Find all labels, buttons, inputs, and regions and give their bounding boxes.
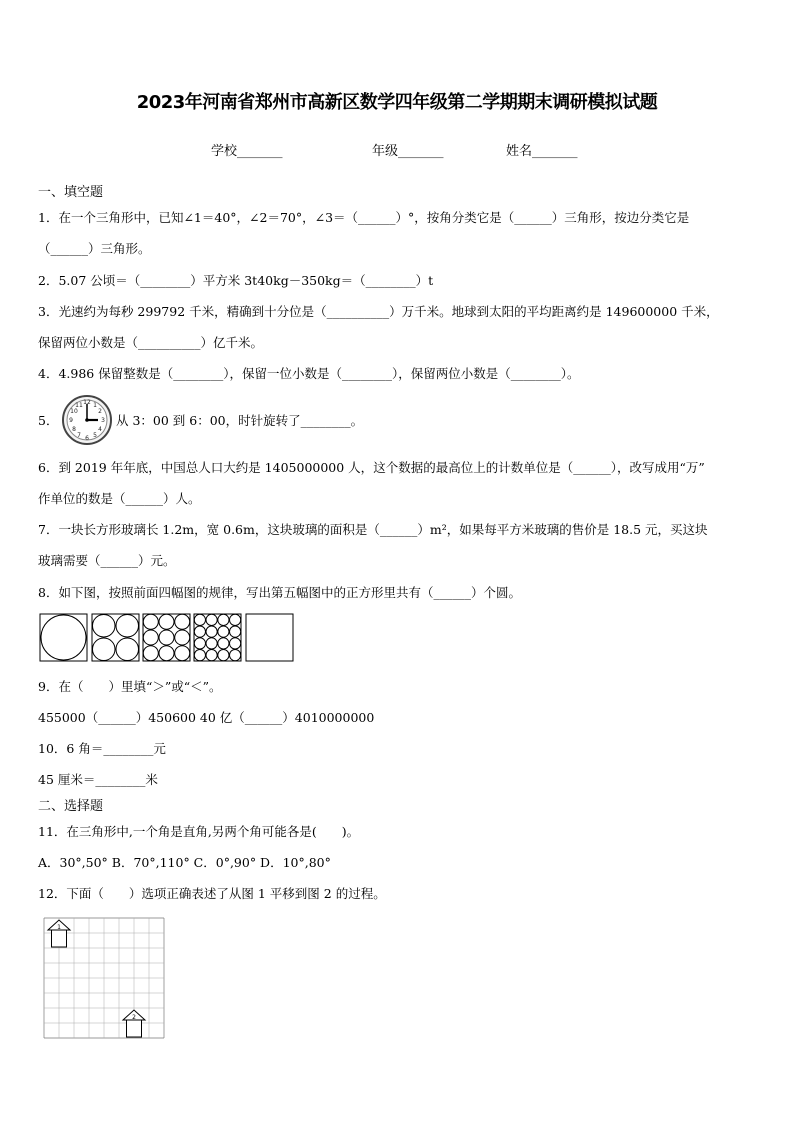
question-2: 2．5.07 公顷＝（________）平方米 3t40kg－350kg＝（________）t	[38, 273, 434, 288]
question-9: 9．在（ ）里填“＞”或“＜”。	[38, 679, 222, 694]
svg-text:6: 6	[85, 435, 89, 442]
house-2-label: 2	[132, 1014, 136, 1021]
question-11: 11．在三角形中,一个角是直角,另两个角可能各是( )。	[38, 824, 360, 839]
svg-text:1: 1	[93, 402, 97, 409]
question-3-line-1: 3．光速约为每秒 299792 千米，精确到十分位是（__________）万千米。地球到太阳的平均距离约是 149600000 千米，	[38, 304, 719, 319]
question-7-line-2: 玻璃需要（______）元。	[38, 553, 176, 568]
question-12: 12．下面（ ）选项正确表述了从图 1 平移到图 2 的过程。	[38, 886, 386, 901]
question-11-options: A．30°,50° B．70°,110° C．0°,90° D．10°,80°	[38, 855, 331, 870]
section-choice-heading: 二、选择题	[38, 799, 104, 814]
grade-field: 年级_______	[372, 144, 444, 159]
section-fill-heading: 一、填空题	[38, 185, 104, 200]
question-7-line-1: 7．一块长方形玻璃长 1.2m，宽 0.6m，这块玻璃的面积是（______）m²，如果每平方米玻璃的售价是 18.5 元，买这块	[38, 522, 708, 537]
house-1-label: 1	[57, 924, 61, 931]
question-1-line-2: （______）三角形。	[38, 241, 151, 256]
svg-text:10: 10	[70, 408, 78, 415]
question-4: 4．4.986 保留整数是（________），保留一位小数是（________），保留两位小数是（________）。	[38, 366, 580, 381]
school-field: 学校_______	[211, 144, 283, 159]
question-1-line-1: 1．在一个三角形中，已知∠1＝40°，∠2＝70°，∠3＝（______）°，按角分类它是（______）三角形，按边分类它是	[38, 210, 690, 225]
translation-grid-figure	[43, 917, 169, 1041]
svg-text:8: 8	[72, 426, 76, 433]
svg-text:4: 4	[98, 426, 102, 433]
question-6-line-1: 6．到 2019 年年底，中国总人口大约是 1405000000 人，这个数据的最高位上的计数单位是（______），改写成用“万”	[38, 460, 705, 475]
svg-text:3: 3	[101, 417, 105, 424]
question-10-a: 10．6 角＝________元	[38, 741, 166, 756]
question-9-items: 455000（______）450600 40 亿（______）4010000000	[38, 710, 375, 725]
svg-text:9: 9	[69, 417, 73, 424]
name-field: 姓名_______	[506, 144, 578, 159]
svg-text:7: 7	[77, 432, 81, 439]
clock-icon	[61, 394, 113, 446]
page-title: 2023年河南省郑州市高新区数学四年级第二学期期末调研模拟试题	[136, 92, 658, 113]
question-5-number: 5．	[38, 413, 59, 428]
svg-text:2: 2	[98, 408, 102, 415]
question-5-text: 从 3：00 到 6：00，时针旋转了________。	[116, 413, 364, 428]
question-3-line-2: 保留两位小数是（__________）亿千米。	[38, 335, 264, 350]
circle-pattern-figure	[39, 613, 297, 665]
svg-text:5: 5	[93, 432, 97, 439]
svg-text:11: 11	[75, 402, 83, 409]
question-6-line-2: 作单位的数是（______）人。	[38, 491, 201, 506]
svg-text:12: 12	[83, 399, 91, 406]
question-10-b: 45 厘米＝________米	[38, 772, 158, 787]
question-8: 8．如下图，按照前面四幅图的规律，写出第五幅图中的正方形里共有（______）个圆。	[38, 585, 521, 600]
